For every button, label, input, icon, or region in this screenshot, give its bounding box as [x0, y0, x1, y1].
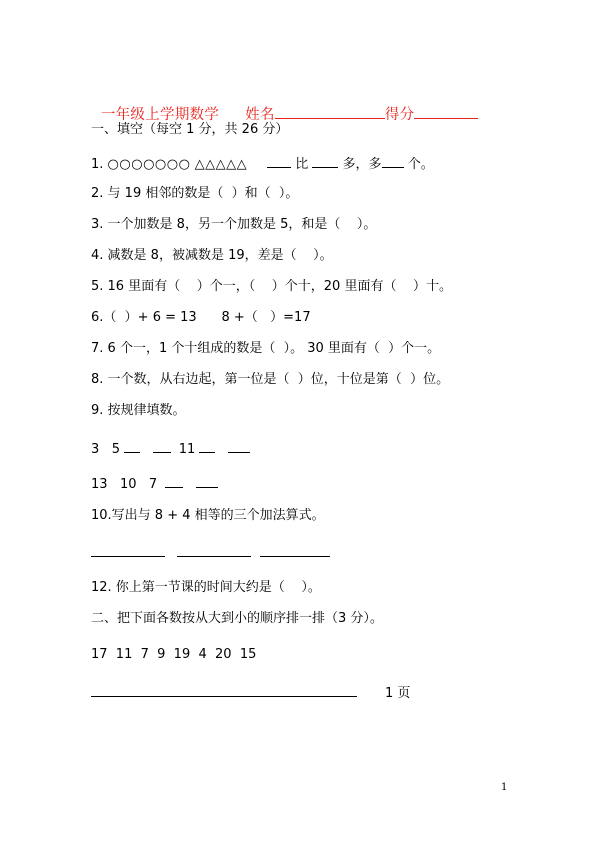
answer-blank[interactable]: [312, 155, 338, 168]
answer-blank[interactable]: [382, 155, 404, 168]
seq2-value: 10: [119, 477, 137, 492]
answer-blank[interactable]: [199, 440, 215, 453]
question-5: 5. 16 里面有（ ）个一，（ ）个十，20 里面有（ ）十。: [91, 279, 452, 294]
seq2-value: 7: [148, 477, 158, 492]
answer-blank[interactable]: [228, 440, 250, 453]
q1-text-ge: 个。: [407, 157, 434, 172]
q1-text-duo: 多，多: [342, 157, 382, 172]
question-4: 4. 减数是 8，被减数是 19，差是（ ）。: [91, 248, 333, 263]
question-8: 8. 一个数，从右边起，第一位是（ ）位，十位是第（ ）位。: [91, 372, 450, 387]
question-9: 9. 按规律填数。: [91, 403, 186, 418]
answer-page-label: 1 页: [385, 686, 411, 701]
answer-blank[interactable]: [267, 155, 291, 168]
sequence-2: [91, 475, 218, 493]
q10-answers: [91, 544, 330, 562]
question-7: 7. 6 个一，1 个十组成的数是（ ）。 30 里面有（ ）个一。: [91, 341, 441, 356]
section-1-title: 一、填空（每空 1 分，共 26 分）: [91, 122, 289, 137]
ordering-answer: [91, 684, 410, 702]
question-2: 2. 与 19 相邻的数是（ ）和（ ）。: [91, 186, 299, 201]
circles-row: ○○○○○○○: [107, 157, 191, 172]
question-6: 6.（ ）+ 6 = 13 8 +（ ）=17: [91, 310, 311, 325]
answer-blank[interactable]: [91, 544, 165, 557]
question-12: 12. 你上第一节课的时间大约是（ ）。: [91, 580, 321, 595]
answer-blank[interactable]: [260, 544, 330, 557]
question-10: 10.写出与 8 + 4 相等的三个加法算式。: [91, 508, 325, 523]
worksheet-title: 一年级上学期数学: [100, 107, 220, 123]
answer-blank[interactable]: [177, 544, 251, 557]
name-label: 姓名: [245, 107, 275, 123]
seq1-value: 3: [91, 442, 100, 457]
q1-text-bi: 比: [295, 157, 309, 172]
answer-blank[interactable]: [124, 440, 140, 453]
page-number: 1: [501, 782, 508, 793]
answer-blank[interactable]: [165, 475, 183, 488]
worksheet-header: [91, 88, 478, 123]
answer-blank[interactable]: [153, 440, 171, 453]
seq1-value: 11: [178, 442, 196, 457]
score-label: 得分: [384, 107, 415, 123]
number-list: 17 11 7 9 19 4 20 15: [91, 647, 257, 662]
name-blank[interactable]: [275, 104, 385, 119]
question-1: 1. ○○○○○○○ △△△△△ 比 多，多 个。: [91, 157, 434, 172]
question-3: 3. 一个加数是 8，另一个加数是 5，和是（ ）。: [91, 217, 377, 232]
seq1-value: 5: [111, 442, 120, 457]
section-2-title: 二、把下面各数按从大到小的顺序排一排（3 分）。: [91, 611, 383, 626]
score-blank[interactable]: [414, 104, 478, 119]
sequence-1: [91, 440, 250, 458]
seq2-value: 13: [91, 477, 108, 492]
answer-blank[interactable]: [91, 684, 357, 697]
answer-blank[interactable]: [196, 475, 218, 488]
triangles-row: △△△△△: [194, 157, 248, 172]
